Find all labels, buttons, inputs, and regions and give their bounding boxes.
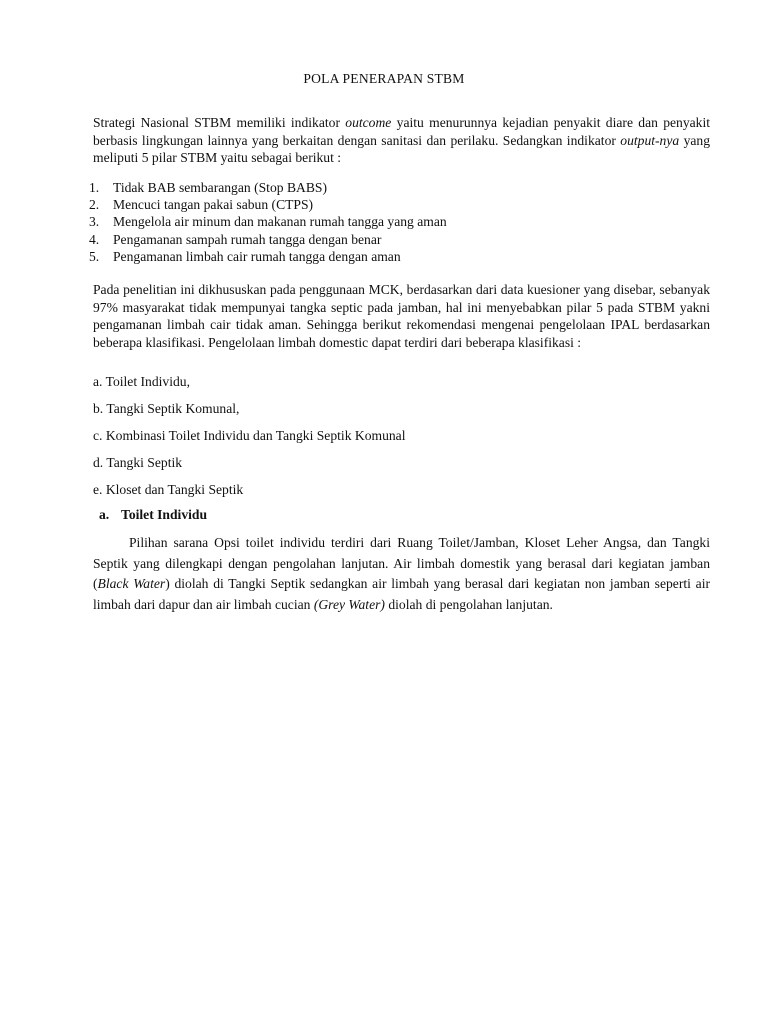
page-title: POLA PENERAPAN STBM [303,71,465,86]
intro-text-3: yang meliputi 5 pilar STBM yaitu sebagai berikut : [93,132,710,165]
option-item: e. Kloset dan Tangki Septik [93,482,244,497]
list-item [89,213,447,230]
section-heading [99,507,207,523]
list-item-text: Pengamanan sampah rumah tangga dengan benar [113,231,382,247]
list-number: 1. [89,180,100,195]
intro-text-1: Strategi Nasional STBM memiliki indikator [93,115,346,130]
intro-paragraph [93,114,710,167]
intro-text-2: yaitu menurunnya kejadian penyakit diare dan penyakit berbasis lingkungan lainnya yang berkaitan dengan sanitasi dan perilaku. Sedangkan indikator [93,115,711,148]
pillar-list [89,179,447,265]
grey-water-term: (Grey Water) [313,596,385,612]
intro-outcome-term: outcome [345,115,392,130]
option-item: b. Tangki Septik Komunal, [93,401,240,416]
research-paragraph: Pada penelitian ini dikhususkan pada penggunaan MCK, berdasarkan dari data kuesioner yang disebar, sebanyak 97% masyarakat tidak mempunyai tangka septic pada jamban, hal ini menyebabkan pilar 5 pada STBM yakni pengamanan limbah cair tidak aman. Sehingga berikut rekomendasi mengenai pengelolaan IPAL berdasarkan beberapa klasifikasi. Pengelolaan limbah domestic dapat terdiri dari beberapa klasifikasi : [93,282,710,350]
list-item [89,231,447,248]
intro-output-term: output-nya [620,132,680,148]
list-number: 5. [89,248,100,264]
toilet-text-1: Pilihan sarana Opsi toilet individu terdiri dari Ruang Toilet/Jamban, Kloset Leher Angsa, dan Tangki Septik yang dilengkapi dengan pengolahan lanjutan. Air limbah domestik yang berasal dari kegiatan jamban ( [93,535,710,592]
list-item [89,196,447,213]
list-number: 3. [89,214,100,230]
option-item: d. Tangki Septik [93,455,183,470]
black-water-term: Black Water [97,576,166,592]
list-item-text: Tidak BAB sembarangan (Stop BABS) [113,180,327,195]
option-item: c. Kombinasi Toilet Individu dan Tangki Septik Komunal [93,428,406,443]
list-item-text: Mengelola air minum dan makanan rumah tangga yang aman [113,214,447,230]
option-item: a. Toilet Individu, [93,374,190,389]
list-item [89,179,447,196]
list-item-text: Pengamanan limbah cair rumah tangga dengan aman [113,248,401,264]
toilet-individu-paragraph [93,533,710,615]
list-item [89,248,447,265]
list-number: 4. [89,231,100,247]
section-heading-text: Toilet Individu [121,507,208,522]
list-number: 2. [89,197,100,213]
section-marker: a. [99,507,110,522]
toilet-text-2: ) diolah di Tangki Septik sedangkan air limbah yang berasal dari kegiatan non jamban seperti air limbah dari dapur dan air limbah cucian [93,576,710,612]
list-item-text: Mencuci tangan pakai sabun (CTPS) [113,197,314,213]
toilet-text-3: diolah di pengolahan lanjutan. [384,596,553,612]
